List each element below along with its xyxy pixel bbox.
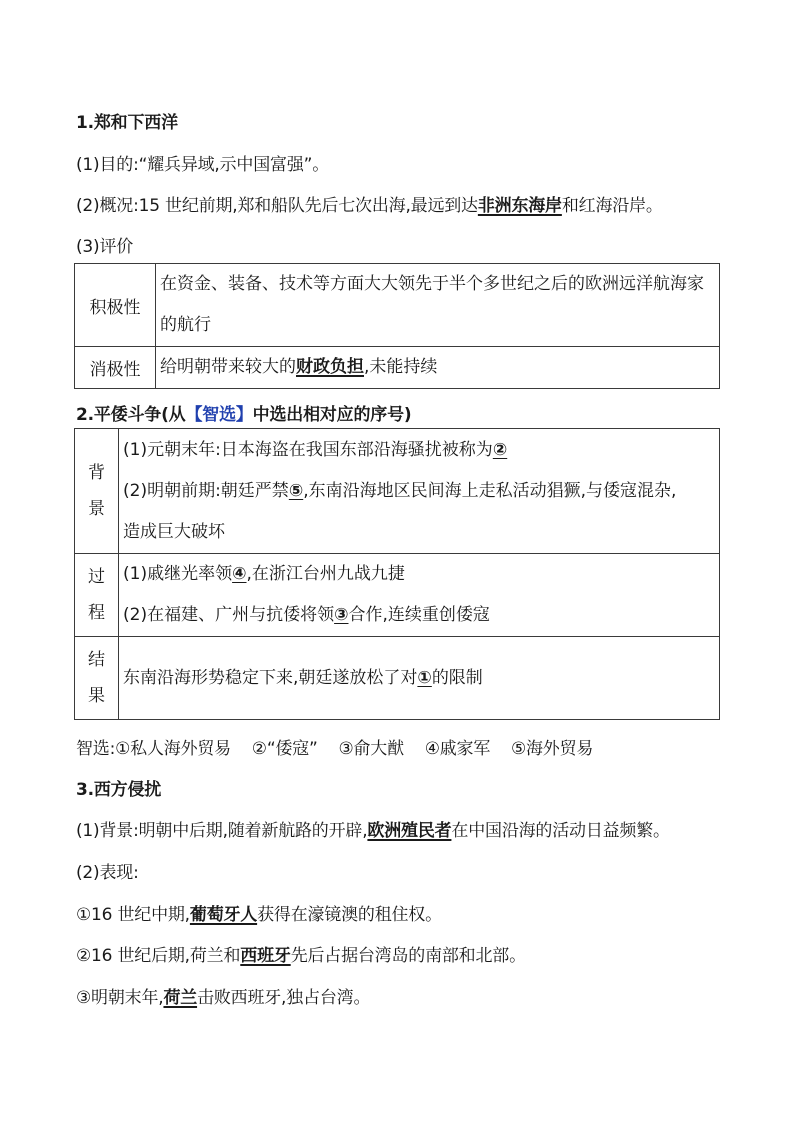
row-label: 结果 xyxy=(75,637,119,720)
options-line: 智选:①私人海外贸易 ②“倭寇” ③俞大猷 ④戚家军 ⑤海外贸易 xyxy=(76,739,594,759)
row-content: (1)戚继光率领④,在浙江台州九战九捷 (2)在福建、广州与抗倭将领③合作,连续重创倭寇 xyxy=(119,554,720,637)
section2-heading: 2.平倭斗争(从【智选】中选出相对应的序号) xyxy=(76,405,412,425)
key-term: 欧洲殖民者 xyxy=(367,821,452,841)
section1-purpose: (1)目的:“耀兵异域,示中国富强”。 xyxy=(76,155,330,175)
section1-heading: 1.郑和下西洋 xyxy=(76,113,178,133)
table-row xyxy=(75,554,720,637)
table-row xyxy=(75,637,720,720)
row-content: 在资金、装备、技术等方面大大领先于半个多世纪之后的欧洲远洋航海家的航行 xyxy=(156,264,720,347)
key-term: 非洲东海岸 xyxy=(477,196,562,216)
table-row xyxy=(75,264,720,347)
anti-pirate-table xyxy=(74,428,720,720)
section3-manifest-title: (2)表现: xyxy=(76,863,139,883)
row-label: 背景 xyxy=(75,429,119,554)
section3-heading: 3.西方侵扰 xyxy=(76,780,162,800)
table-row xyxy=(75,347,720,389)
row-label: 消极性 xyxy=(75,347,156,389)
key-term: 荷兰 xyxy=(163,988,198,1008)
key-term: 西班牙 xyxy=(240,946,291,966)
key-term: 葡萄牙人 xyxy=(189,905,258,925)
row-content: 给明朝带来较大的财政负担,未能持续 xyxy=(156,347,720,389)
row-label: 积极性 xyxy=(75,264,156,347)
section1-eval-title: (3)评价 xyxy=(76,237,134,257)
row-content: 东南沿海形势稳定下来,朝廷遂放松了对①的限制 xyxy=(119,637,720,720)
list-item: ①16 世纪中期,葡萄牙人获得在濠镜澳的租住权。 xyxy=(76,905,442,925)
section3-background: (1)背景:明朝中后期,随着新航路的开辟,欧洲殖民者在中国沿海的活动日益频繁。 xyxy=(76,821,670,841)
zhixuan-tag: 【智选】 xyxy=(185,405,253,425)
key-term: 财政负担 xyxy=(296,357,364,377)
list-item: ②16 世纪后期,荷兰和西班牙先后占据台湾岛的南部和北部。 xyxy=(76,946,526,966)
list-item: ③明朝末年,荷兰击败西班牙,独占台湾。 xyxy=(76,988,371,1008)
row-content: (1)元朝末年:日本海盗在我国东部沿海骚扰被称为② (2)明朝前期:朝廷严禁⑤,东南沿海地区民间海上走私活动猖獗,与倭寇混杂, 造成巨大破坏 xyxy=(119,429,720,554)
evaluation-table xyxy=(74,263,720,389)
section1-overview: (2)概况:15 世纪前期,郑和船队先后七次出海,最远到达非洲东海岸和红海沿岸。 xyxy=(76,196,663,216)
row-label: 过程 xyxy=(75,554,119,637)
table-row xyxy=(75,429,720,554)
